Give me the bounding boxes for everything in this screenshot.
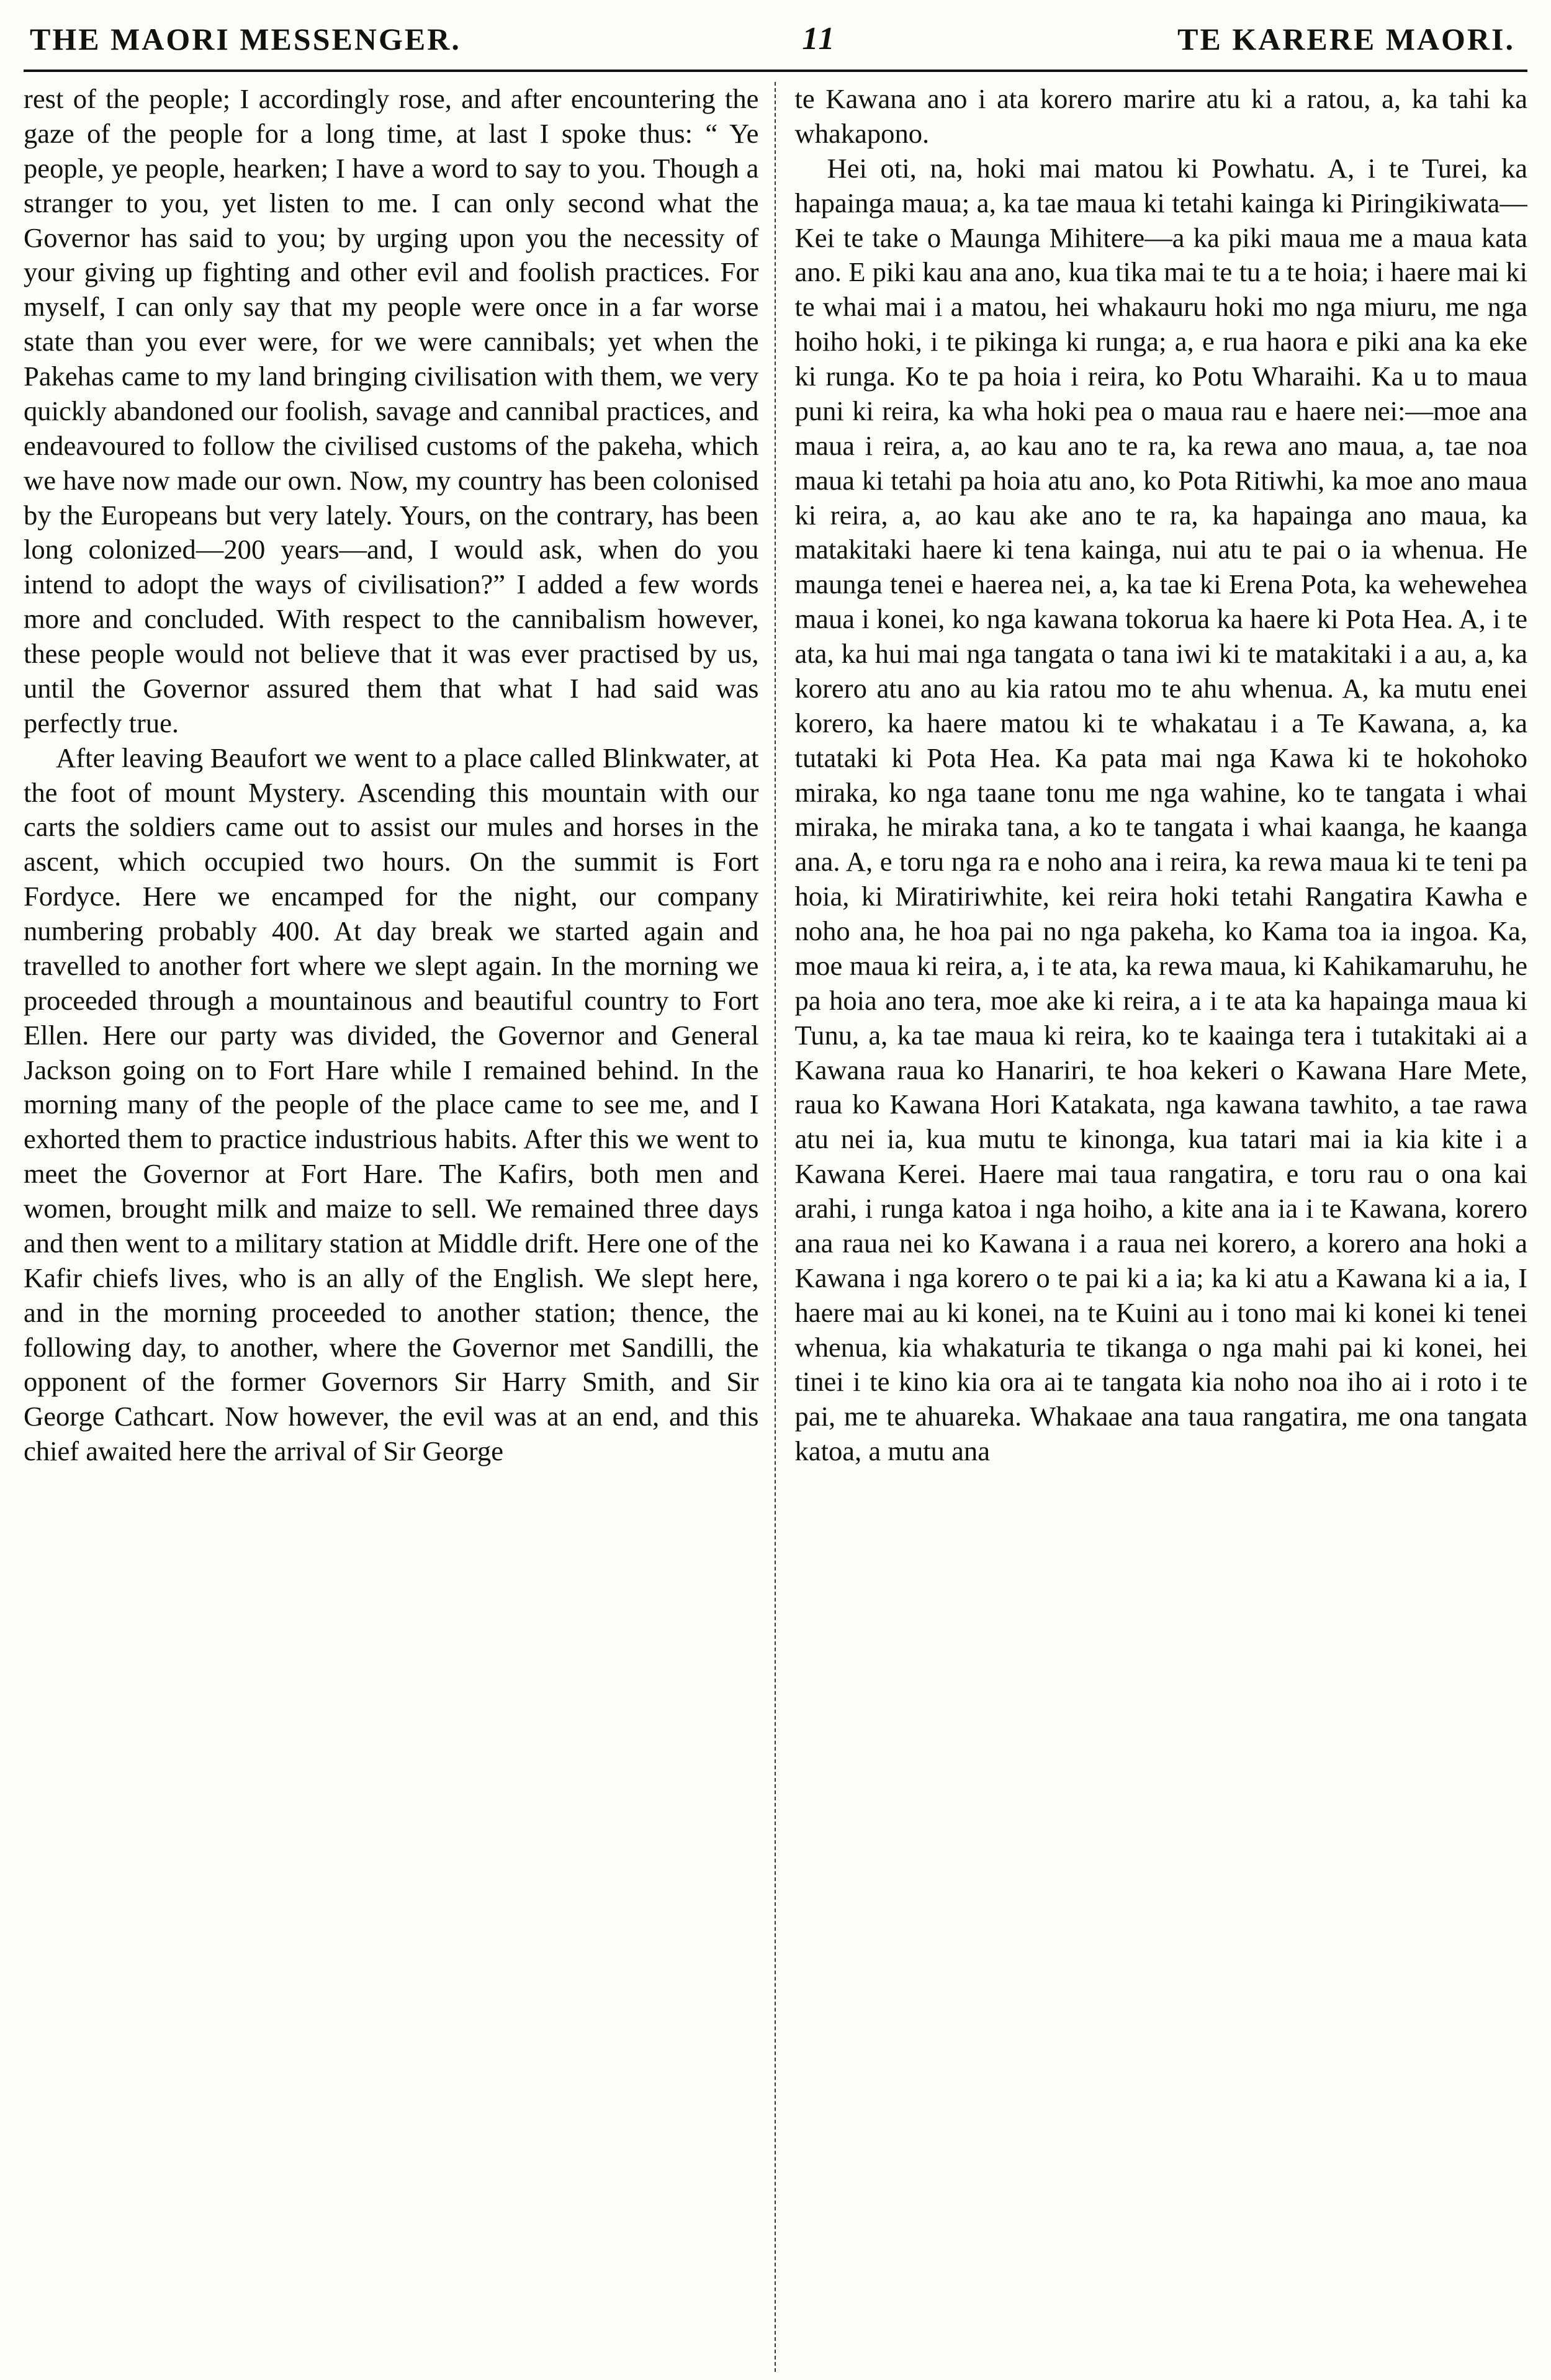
english-column [24,82,767,2372]
header-rule [24,70,1527,72]
maori-column [783,82,1527,2372]
english-paragraph-2: After leaving Beaufort we went to a place called Blinkwater, at the foot of mount Mystery. Ascending this mountain with our carts the soldiers came out to assist our mules and horses in the ascent, which occupied two hours. On the summit is Fort Fordyce. Here we encamped for the night, our company numbering probably 400. At day break we started again and travelled to another fort where we slept again. In the morning we proceeded through a mountainous and beautiful country to Fort Ellen. Here our party was divided, the Governor and General Jackson going on to Fort Hare while I remained behind. In the morning many of the people of the place came to see me, and I exhorted them to practice industrious habits. After this we went to meet the Governor at Fort Hare. The Kafirs, both men and women, brought milk and maize to sell. We remained three days and then went to a military station at Middle drift. Here one of the Kafir chiefs lives, who is an ally of the English. We slept here, and in the morning proceeded to another station; thence, the following day, to another, where the Governor met Sandilli, the opponent of the former Governors Sir Harry Smith, and Sir George Cathcart. Now however, the evil was at an end, and this chief awaited here the arrival of Sir George [24,742,759,1467]
english-paragraph-1: rest of the people; I accordingly rose, and after encountering the gaze of the people for a long time, at last I spoke thus: “ Ye people, ye people, hearken; I have a word to say to you. Though a stranger to you, yet listen to me. I can only second what the Governor has said to you; by urging upon you the necessity of your giving up fighting and other evil and foolish practices. For myself, I can only say that my people were once in a far worse state than you ever were, for we were cannibals; yet when the Pakehas came to my land bringing civilisation with them, we very quickly abandoned our foolish, savage and cannibal practices, and endeavoured to follow the civilised customs of the pakeha, which we have now made our own. Now, my country has been colonised by the Europeans but very lately. Yours, on the contrary, has been long colonized—200 years—and, I would ask, when do you intend to adopt the ways of civilisation?” I added a few words more and concluded. With respect to the cannibalism however, these people would not believe that it was ever practised by us, until the Governor assured them that what I had said was perfectly true. [24,83,759,739]
header-title-english: THE MAORI MESSENGER. [30,22,461,56]
maori-paragraph-2: Hei oti, na, hoki mai matou ki Powhatu. A, i te Turei, ka hapainga maua; a, ka tae maua ki tetahi kainga ki Piringikiwata—Kei te take o Maunga Mihitere—a ka piki maua me a maua kata ano. E piki kau ana ano, kua tika mai te tu a te hoia; i haere mai ki te whai mai i a matou, hei whakauru hoki mo nga miuru, me nga hoiho hoki, i te pikinga ki runga; a, e rua haora e piki ana ka eke ki runga. Ko te pa hoia i reira, ko Potu Wharaihi. Ka u to maua puni ki reira, ka wha hoki pea o maua rau e haere nei:—moe ana maua i reira, a, ao kau ano te ra, ka rewa ano maua, a, tae noa maua ki tetahi pa hoia atu ano, ko Pota Ritiwhi, ka moe ano maua ki reira, a, ao kau ake ano te ra, ka hapainga ano maua, ka matakitaki haere ki tena kainga, nui atu te pai o ia whenua. He maunga tenei e haerea nei, a, ka tae ki Erena Pota, ka wehewehea maua i konei, ko nga kawana tokorua ka haere ki Pota Hea. A, i te ata, ka hui mai nga tangata o tana iwi ki te matakitaki i a au, a, ka korero atu ano au kia ratou mo te ahu whenua. A, ka mutu enei korero, ka haere matou ki te whakatau i a Te Kawana, a, ka tutataki ki Pota Hea. Ka pata mai nga Kawa ki te hokohoko miraka, ko nga taane tonu me nga wahine, ko te tangata i whai miraka, he miraka tana, a ko te tangata i whai kaanga, he kaanga ana. A, e toru nga ra e noho ana i reira, ka rewa maua ki te teni pa hoia, ki Miratiriwhite, kei reira hoki tetahi Rangatira Kawha e noho ana, he hoa pai no nga pakeha, ko Kama toa ia ingoa. Ka, moe maua ki reira, a, i te ata, ka rewa maua, ki Kahikamaruhu, he pa hoia ano tera, moe ake ki reira, a i te ata ka hapainga maua ki Tunu, a, ka tae maua ki reira, ko te kaainga tera i tutakitaki ai a Kawana raua ko Hanariri, te hoa kekeri o Kawana Hare Mete, raua ko Kawana Hori Katakata, nga kawana tawhito, a tae rawa atu nei ia, kua mutu te kinonga, kua tatari mai ia kia kite i a Kawana Kerei. Haere mai taua rangatira, e toru rau o ona kai arahi, i runga katoa i nga hoiho, a kite ana ia i te Kawana, korero ana raua nei ko Kawana i a raua nei korero, a korero ana hoki a Kawana i nga korero o te pai ki a ia; ka ki atu a Kawana ki a ia, I haere mai au ki konei, na te Kuini au i tono mai ki konei ki tenei whenua, kia whakaturia te tikanga o nga mahi pai ki konei, hei tinei i te kino kia ora ai te tangata kia noho noa iho ai i roto i te pai, me te ahuareka. Whakaae ana taua rangatira, me ona tangata katoa, a mutu ana [794,152,1527,1467]
column-divider [775,82,776,2372]
columns [24,82,1527,2372]
page-header [24,9,1527,57]
page-number: 11 [802,21,837,56]
header-title-maori: TE KARERE MAORI. [1177,22,1515,56]
maori-paragraph-1: te Kawana ano i ata korero marire atu ki a ratou, a, ka tahi ka whakapono. [794,83,1527,149]
